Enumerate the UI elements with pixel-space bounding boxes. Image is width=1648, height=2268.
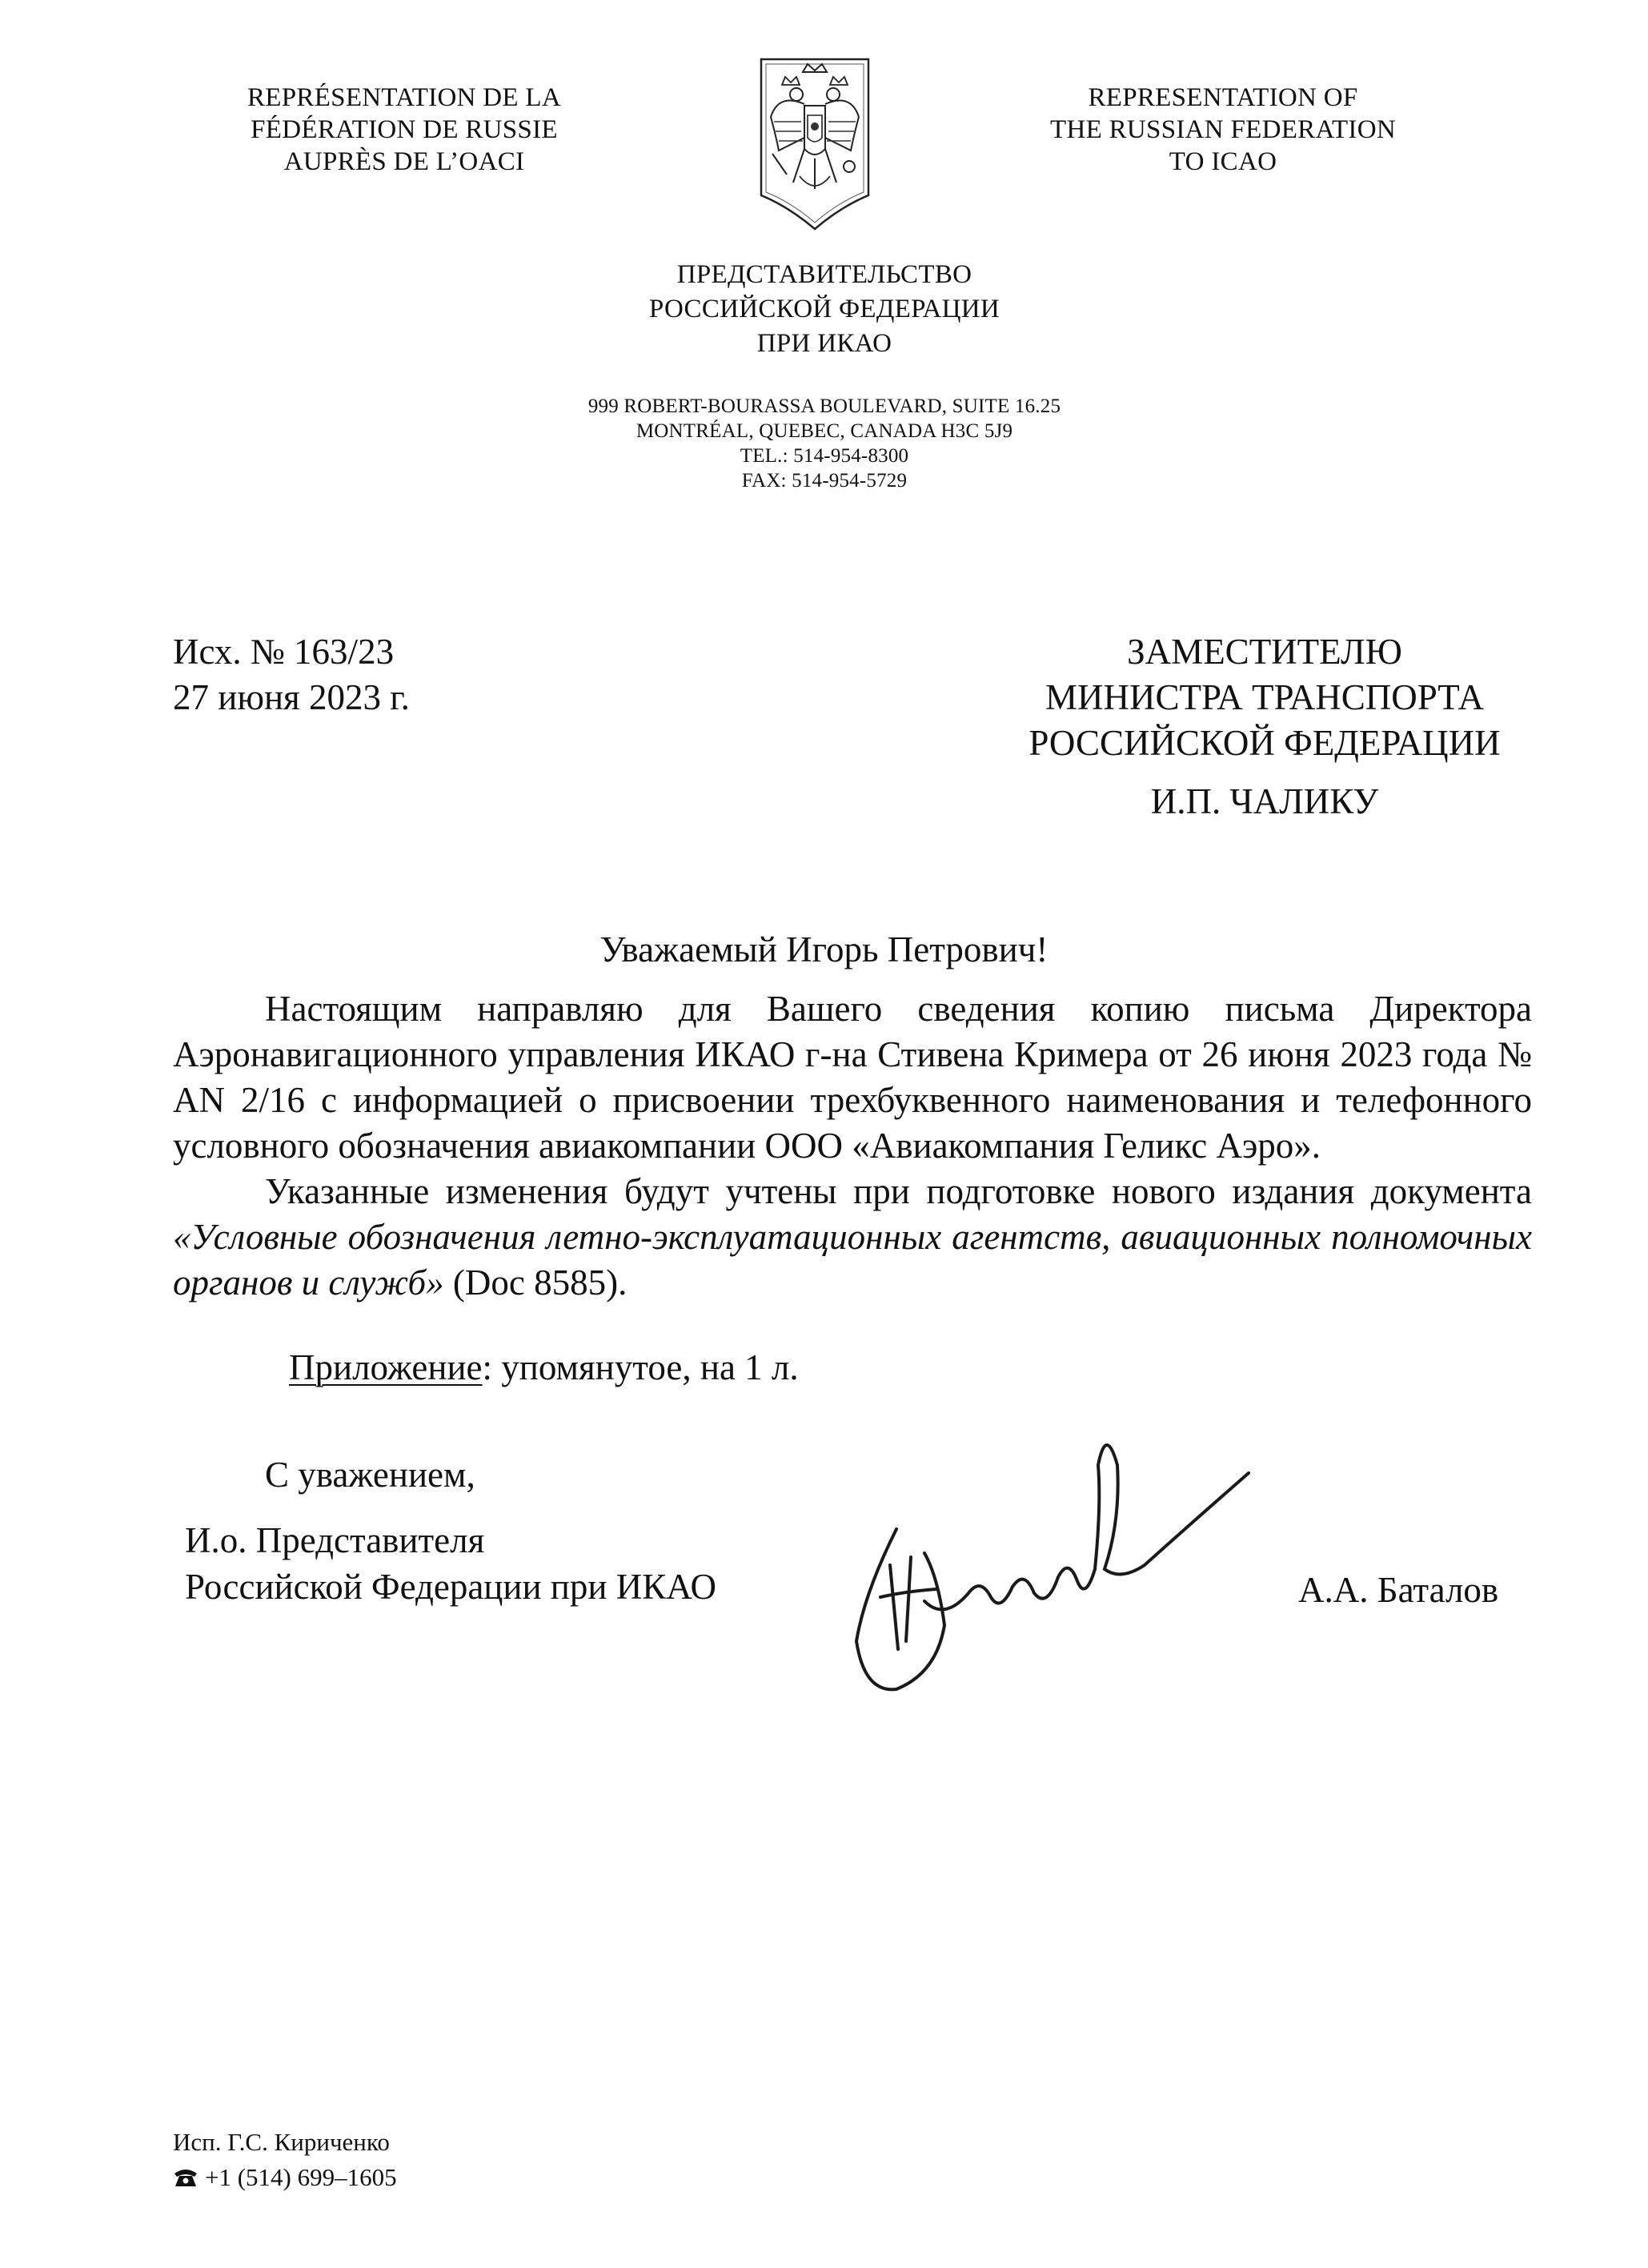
addressee-block [984, 629, 1545, 825]
address-line: MONTRÉAL, QUEBEC, CANADA H3C 5J9 [636, 420, 1013, 442]
letterhead-en [1031, 82, 1415, 178]
body-paragraph-2 [173, 1169, 1532, 1306]
addressee-line: МИНИСТРА ТРАНСПОРТА [1045, 677, 1485, 717]
footer [173, 2125, 397, 2198]
address-line: FAX: 514-954-5729 [741, 470, 908, 492]
letterhead-en-line: REPRESENTATION OF [1088, 83, 1358, 112]
attachment-label: Приложение [289, 1347, 483, 1387]
reference-date: 27 июня 2023 г. [173, 677, 410, 717]
attachment-line [289, 1345, 799, 1391]
attachment-text: : упомянутое, на 1 л. [482, 1347, 799, 1387]
executor: Исп. Г.С. Кириченко [173, 2128, 390, 2156]
phone-line [173, 2160, 397, 2198]
letterhead-en-line: THE RUSSIAN FEDERATION [1050, 115, 1396, 144]
signature [848, 1409, 1265, 1729]
letterhead-ru-line: ПРИ ИКАО [756, 329, 892, 358]
addressee-line: РОССИЙСКОЙ ФЕДЕРАЦИИ [1028, 723, 1501, 763]
phone-number: +1 (514) 699–1605 [205, 2163, 397, 2191]
address-line: TEL.: 514-954-8300 [740, 445, 909, 467]
letterhead-en-line: TO ICAO [1169, 147, 1277, 176]
letterhead-ru-line: ПРЕДСТАВИТЕЛЬСТВО [676, 260, 972, 289]
greeting: Уважаемый Игорь Петрович! [599, 929, 1049, 969]
paragraph-2-end: (Doc 8585). [443, 1262, 628, 1303]
letterhead-fr [216, 82, 592, 178]
letterhead-ru [584, 258, 1065, 361]
addressee-line: ЗАМЕСТИТЕЛЮ [1127, 632, 1402, 672]
letterhead-address [504, 394, 1145, 493]
letterhead-fr-line: AUPRÈS DE L’OACI [283, 147, 525, 176]
phone-icon [173, 2162, 198, 2198]
closing-regards: С уважением, [265, 1455, 475, 1495]
signer-name: А.А. Баталов [1298, 1570, 1499, 1610]
reference-block [173, 629, 410, 721]
body-paragraph-1: Настоящим направляю для Вашего сведения копию письма Директора Аэронавигационного управления ИКАО г-на Стивена Кримера от 26 июня 2023 года № AN 2/16 с информацией о присвоении трехбуквенного наименования и телефонного условного обозначения авиакомпании ООО «Авиакомпания Геликс Аэро». [173, 989, 1532, 1166]
closing-position [185, 1518, 716, 1610]
letterhead-fr-line: FÉDÉRATION DE RUSSIE [251, 115, 558, 144]
reference-number: Исх. № 163/23 [173, 632, 395, 672]
position-line: И.о. Представителя [185, 1520, 485, 1560]
coat-of-arms-icon [755, 54, 875, 231]
position-line: Российской Федерации при ИКАО [185, 1567, 716, 1607]
addressee-name: И.П. ЧАЛИКУ [1150, 781, 1379, 821]
letterhead-ru-line: РОССИЙСКОЙ ФЕДЕРАЦИИ [648, 295, 1000, 323]
letterhead-fr-line: REPRÉSENTATION DE LA [247, 83, 561, 112]
address-line: 999 ROBERT-BOURASSA BOULEVARD, SUITE 16.25 [587, 395, 1061, 417]
document-title: «Условные обозначения летно-эксплуатационных агентств, авиационных полномочных органов и служб» [173, 1217, 1532, 1303]
paragraph-2-text: Указанные изменения будут учтены при подготовке нового издания документа [265, 1171, 1532, 1211]
